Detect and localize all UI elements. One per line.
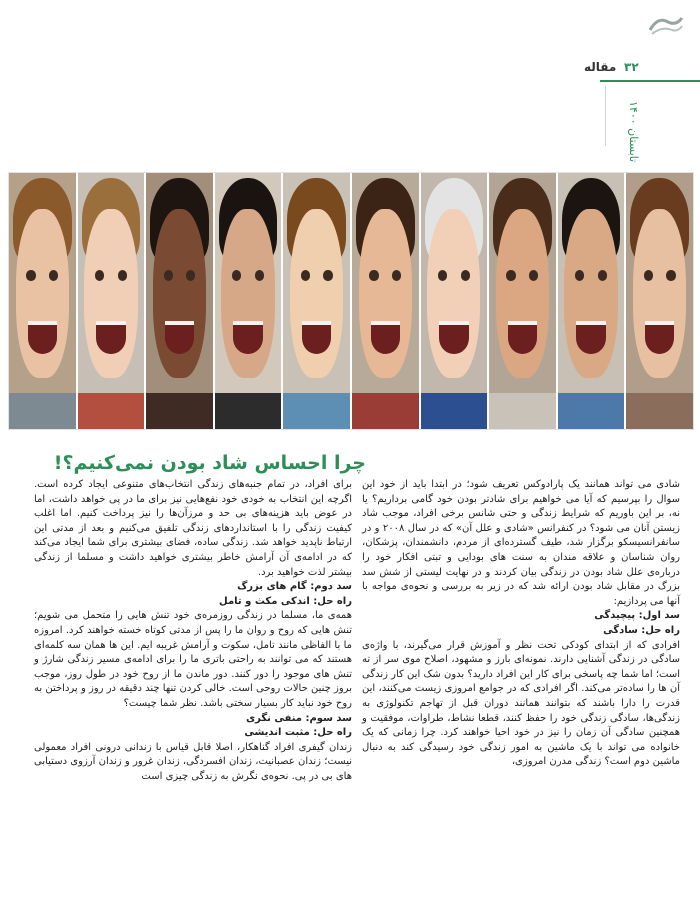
- face-panel: [489, 173, 556, 429]
- paragraph: زندان گیفری افراد گناهکار، اصلا قابل قیاس با زندانی درونی افراد معمولی نیست؛ زندان عصبانیت، زندان افسردگی، زندان غرور و زندان آرزوی دستیابی های بی در پی. نحوه‌ی نگرش به زندگی چیزی است: [34, 741, 352, 782]
- eye: [164, 270, 173, 280]
- eye: [232, 270, 241, 280]
- eye: [461, 270, 470, 280]
- shirt: [215, 393, 282, 429]
- eye: [95, 270, 104, 280]
- subheading: سد دوم: گام های بزرگ: [237, 581, 352, 593]
- face-panel: [9, 173, 76, 429]
- section-label: مقاله: [584, 60, 617, 74]
- issue-season: تابستان ۱۴۰۰: [627, 100, 640, 162]
- page-header: [0, 0, 700, 162]
- shirt: [146, 393, 213, 429]
- eye: [49, 270, 58, 280]
- face-panel: [78, 173, 145, 429]
- laughing-mouth: [439, 321, 468, 353]
- eye: [529, 270, 538, 280]
- shirt: [558, 393, 625, 429]
- face-panel: [352, 173, 419, 429]
- article-column-left: [34, 478, 352, 784]
- header-divider: [605, 86, 606, 146]
- laughing-mouth: [302, 321, 331, 353]
- eye: [598, 270, 607, 280]
- shirt: [421, 393, 488, 429]
- article-title: چرا احساس شاد بودن نمی‌کنیم؟!: [53, 452, 366, 474]
- face-panel: [558, 173, 625, 429]
- face-panel: [421, 173, 488, 429]
- eye: [118, 270, 127, 280]
- header-rule: [600, 80, 700, 82]
- eye: [369, 270, 378, 280]
- shirt: [626, 393, 693, 429]
- magazine-logo-icon: [646, 12, 686, 38]
- laughing-mouth: [28, 321, 57, 353]
- subheading: راه حل: سادگی: [603, 624, 680, 636]
- shirt: [489, 393, 556, 429]
- laughing-mouth: [371, 321, 400, 353]
- paragraph: شادی می تواند همانند یک پارادوکس تعریف شود؛ در ابتدا باید از خود این سوال را بپرسیم که آیا می خواهیم برای شادتر بودن خود گامی برداریم؟ یا نه، بر این باوریم که شرایط زندگی و حتی شانس برخی افراد، موجب شاد زیستن آنان می شود؟ در کنفرانس «شادی و علل آن» که در سال ۲۰۰۸ و در سانفرانسیسکو برگزار شد، طیف گسترده‌ای از مردم، دانشمندان، پزشکان، روان شناسان و علاقه مندان به سنت های بودایی و تبتی افکار خود را درباره‌ی علل شاد بودن در زندگی بیان کردند و در نهایت لیستی از شش سد بزرگ در مقابل شاد بودن ارائه شد که در زیر به بررسی و نحوه‌ی مواجه با آنها می پردازیم:: [362, 479, 680, 607]
- eye: [575, 270, 584, 280]
- face-panel: [215, 173, 282, 429]
- eye: [323, 270, 332, 280]
- laughing-mouth: [508, 321, 537, 353]
- eye: [506, 270, 515, 280]
- eye: [666, 270, 675, 280]
- laughing-faces-photo: [8, 172, 694, 430]
- face-panel: [146, 173, 213, 429]
- eye: [255, 270, 264, 280]
- subheading: سد اول: پیچیدگی: [594, 610, 680, 622]
- subheading: راه حل: اندکی مکث و تامل: [219, 595, 352, 607]
- face-panel: [283, 173, 350, 429]
- laughing-mouth: [576, 321, 605, 353]
- eye: [301, 270, 310, 280]
- page-number: ۳۲: [624, 60, 639, 74]
- laughing-mouth: [233, 321, 262, 353]
- eye: [438, 270, 447, 280]
- shirt: [78, 393, 145, 429]
- eye: [26, 270, 35, 280]
- laughing-mouth: [165, 321, 194, 353]
- shirt: [9, 393, 76, 429]
- eye: [644, 270, 653, 280]
- paragraph: برای افراد، در تمام جنبه‌های زندگی انتخاب‌های متنوعی ایجاد کرده است. اگرچه این انتخاب به خودی خود نفع‌هایی نیز برای ما در پی خواهد داشت، اما در عوض باید هزینه‌های بی حد و مرزآن‌ها را نیز پرداخت کنیم. اما اغلب کیفیت زندگی را با استانداردهای زندگی تلفیق می‌کنیم و بعد از مدتی این ارتباط ناپدید خواهد شد. زندگی ساده، فضای بیشتری برای شما ایجاد می‌کند که در ادامه‌ی آن آرامش خاطر بیشتری خواهید داشت و مسلما از زندگی بیشتر لذت خواهید برد.: [34, 479, 352, 578]
- article-column-right: [362, 478, 680, 770]
- paragraph: همه‌ی ما، مسلما در زندگی روزمره‌ی خود تنش هایی را متحمل می شویم؛ تنش هایی که روح و روان ما را پس از مدتی کوتاه خسته خواهند کرد. امروزه ما با الفاظی مانند تامل، سکوت و آرامش غریبه ایم. این ها همان سه کلمه‌ای هستند که می توانند به راحتی باتری ما را برای ادامه‌ی مسیر زندگی شارژ و تنش های موجود را دور کنند. دور ماندن ما از روح خود در طول روز، موجب بروز چنین حالات روحی است. خالی کردن تنها چند دقیقه در روز و پرداختن به روح خود نباید کار بسیار سختی باشد. نظر شما چیست؟: [34, 610, 352, 709]
- shirt: [352, 393, 419, 429]
- face-panel: [626, 173, 693, 429]
- shirt: [283, 393, 350, 429]
- paragraph: افرادی که از ابتدای کودکی تحت نظر و آموزش قرار می‌گیرند، با واژه‌ی سادگی در زندگی آشنایی دارند. نمونه‌ای بارز و مشهود، اصلاح موی سر از ته است؛ اما شما چه پاسخی برای کار این افراد دارید؟ بدون شک این کار زندگی آن ها را ساده‌تر می‌کند. اگر افرادی که در جوامع امروزی زیست می‌کنند، این قدرت را دارا باشند که بتوانند همانند دوران قبل از تهاجم تکنولوژی به زندگی‌ها، سادگی زندگی خود را حفظ کنند، قطعا نشاط، طراوات، موفقیت و همچنین سادگی آن زمان را نیز در خود احیا خواهند کرد. چرا زمانی که یک خانواده می تواند با یک ماشین به امور زندگی خود رسیدگی کند به دنبال ماشین دوم است؟ زندگی مدرن امروزی،: [362, 639, 680, 768]
- laughing-mouth: [645, 321, 674, 353]
- subheading: راه حل: مثبت اندیشی: [244, 727, 352, 739]
- eye: [392, 270, 401, 280]
- eye: [186, 270, 195, 280]
- subheading: سد سوم: منفی نگری: [245, 712, 352, 724]
- laughing-mouth: [96, 321, 125, 353]
